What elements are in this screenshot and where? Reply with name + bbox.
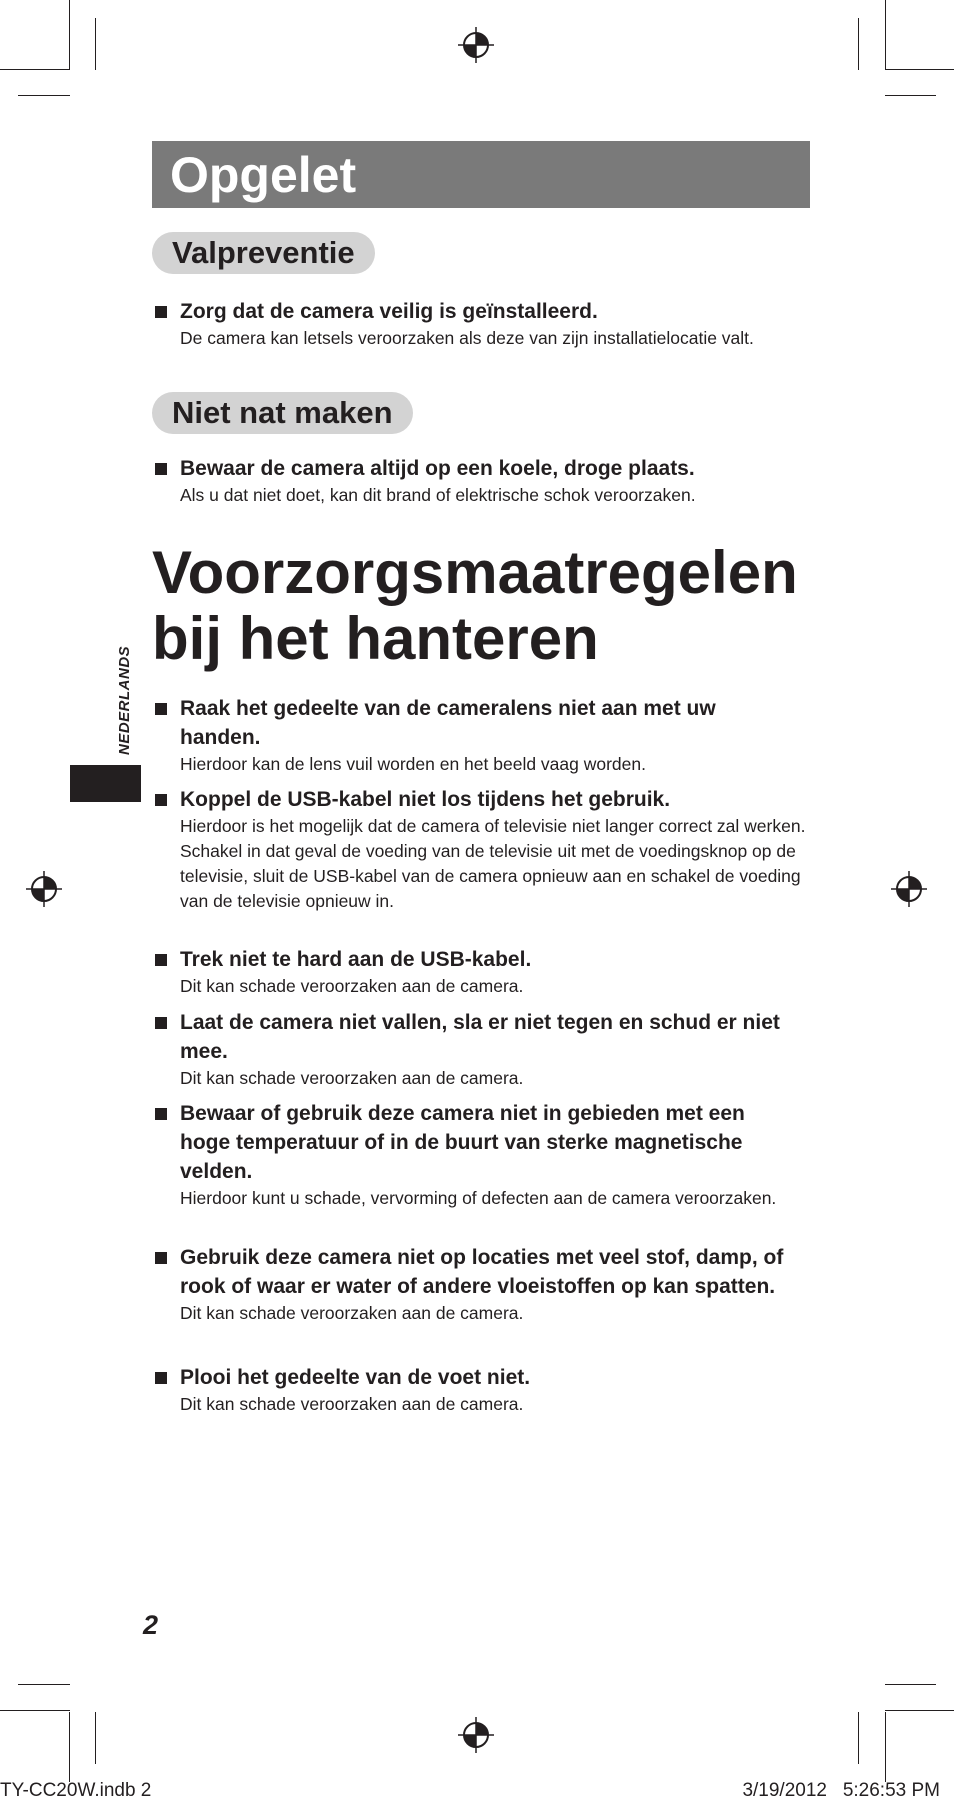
crop-mark <box>95 1712 96 1764</box>
item-heading: Zorg dat de camera veilig is geïnstalleerd. <box>180 300 598 323</box>
crop-mark <box>69 0 70 70</box>
footer-timestamp: 3/19/2012 5:26:53 PM <box>742 1780 940 1801</box>
registration-mark-icon <box>458 27 494 63</box>
item-heading: Koppel de USB-kabel niet los tijdens het gebruik. <box>180 788 671 811</box>
list-item <box>152 694 812 777</box>
item-body: Schakel in dat geval de voeding van de televisie uit met de voedingsknop op de televisie, sluit de USB-kabel van de camera opnieuw aan en schakel de voeding van de televisie opnieuw in. <box>180 841 801 911</box>
crop-mark <box>95 18 96 70</box>
page-number: 2 <box>143 1610 159 1640</box>
item-body: Hierdoor kan de lens vuil worden en het beeld vaag worden. <box>180 754 646 774</box>
square-bullet-icon <box>155 1017 167 1029</box>
page-title: Opgelet <box>170 147 357 203</box>
item-heading: Laat de camera niet vallen, sla er niet tegen en schud er niet mee. <box>180 1011 780 1063</box>
item-body: Dit kan schade veroorzaken aan de camera. <box>180 1394 524 1414</box>
list-item <box>152 945 812 999</box>
item-body: Als u dat niet doet, kan dit brand of elektrische schok veroorzaken. <box>180 485 696 505</box>
square-bullet-icon <box>155 703 167 715</box>
handling-title <box>152 540 832 672</box>
crop-mark <box>69 1712 70 1782</box>
square-bullet-icon <box>155 463 167 475</box>
list-item <box>152 1243 812 1326</box>
crop-mark <box>885 69 954 70</box>
square-bullet-icon <box>155 954 167 966</box>
square-bullet-icon <box>155 1252 167 1264</box>
list-item <box>152 785 812 914</box>
crop-mark <box>0 1710 70 1711</box>
crop-mark <box>885 0 886 70</box>
item-body: De camera kan letsels veroorzaken als deze van zijn installatielocatie valt. <box>180 328 754 348</box>
crop-mark <box>885 1710 954 1711</box>
list-item <box>152 1008 812 1091</box>
section-title-bar <box>152 141 810 208</box>
square-bullet-icon <box>155 1108 167 1120</box>
item-body: Dit kan schade veroorzaken aan de camera. <box>180 1303 524 1323</box>
square-bullet-icon <box>155 1372 167 1384</box>
crop-mark <box>858 18 859 70</box>
item-body: Hierdoor is het mogelijk dat de camera of televisie niet langer correct zal werken. <box>180 816 806 836</box>
section-heading-valpreventie: Valpreventie <box>152 232 375 274</box>
square-bullet-icon <box>155 306 167 318</box>
section-heading-niet-nat-maken: Niet nat maken <box>152 392 413 434</box>
crop-mark <box>18 1684 70 1685</box>
crop-mark <box>885 95 936 96</box>
list-item <box>152 1099 812 1211</box>
item-body: Dit kan schade veroorzaken aan de camera. <box>180 1068 524 1088</box>
item-heading: Bewaar de camera altijd op een koele, droge plaats. <box>180 457 695 480</box>
registration-mark-icon <box>26 871 62 907</box>
crop-mark <box>0 69 70 70</box>
handling-title-line1: Voorzorgsmaatregelen <box>152 539 798 606</box>
language-side-tab <box>70 765 141 802</box>
item-heading: Plooi het gedeelte van de voet niet. <box>180 1366 531 1389</box>
footer-file-name: TY-CC20W.indb 2 <box>0 1780 152 1801</box>
list-item <box>152 297 812 351</box>
crop-mark <box>18 95 70 96</box>
item-body: Dit kan schade veroorzaken aan de camera. <box>180 976 524 996</box>
registration-mark-icon <box>891 871 927 907</box>
crop-mark <box>858 1712 859 1764</box>
item-body: Hierdoor kunt u schade, vervorming of defecten aan de camera veroorzaken. <box>180 1188 777 1208</box>
item-heading: Trek niet te hard aan de USB-kabel. <box>180 948 532 971</box>
registration-mark-icon <box>458 1717 494 1753</box>
item-heading: Gebruik deze camera niet op locaties met veel stof, damp, of rook of waar er water of andere vloeistoffen op kan spatten. <box>180 1246 784 1298</box>
list-item <box>152 1363 812 1417</box>
item-heading: Raak het gedeelte van de cameralens niet aan met uw handen. <box>180 697 716 749</box>
handling-title-line2: bij het hanteren <box>152 605 599 672</box>
crop-mark <box>885 1684 936 1685</box>
square-bullet-icon <box>155 794 167 806</box>
item-heading: Bewaar of gebruik deze camera niet in gebieden met een hoge temperatuur of in de buurt van sterke magnetische velden. <box>180 1102 745 1183</box>
crop-mark <box>885 1712 886 1782</box>
language-side-label: NEDERLANDS <box>116 645 133 755</box>
list-item <box>152 454 812 508</box>
